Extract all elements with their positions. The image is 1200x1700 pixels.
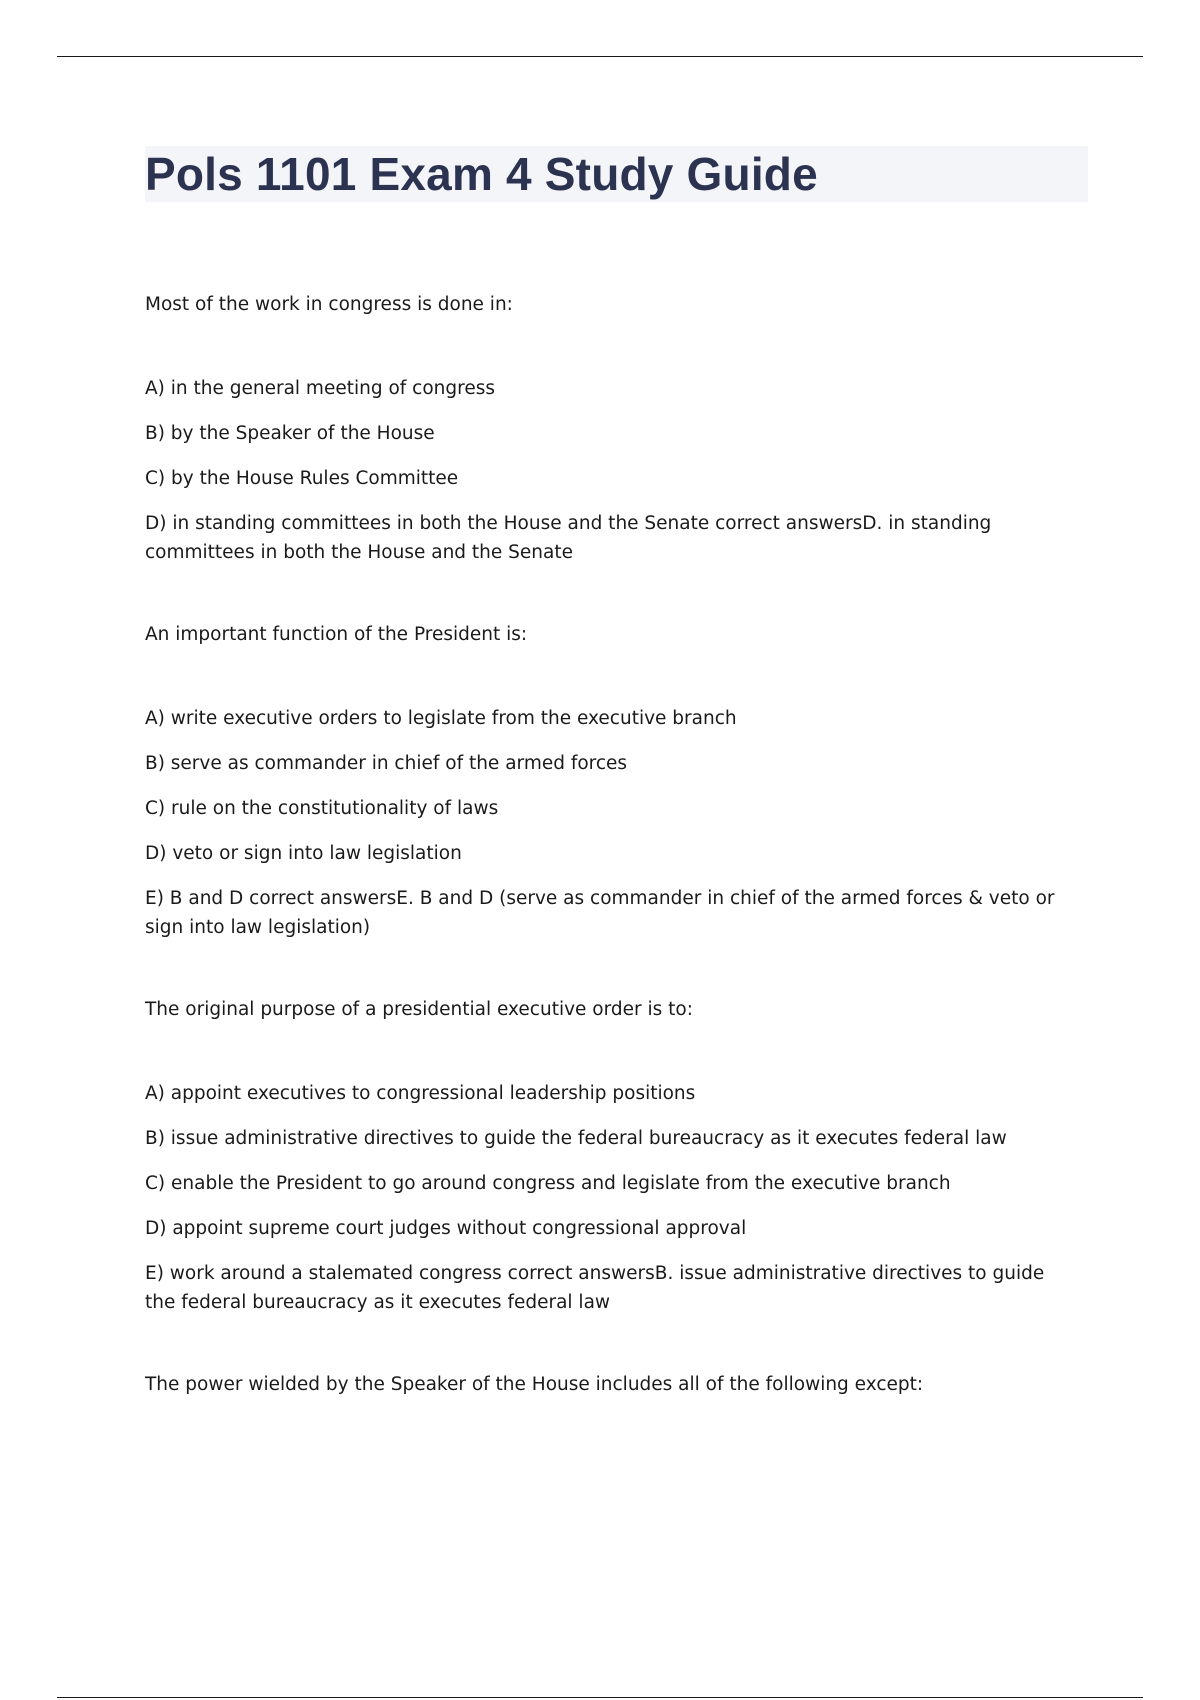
answer-options xyxy=(145,1079,1080,1317)
answer-option: B) by the Speaker of the House xyxy=(145,423,435,444)
header-rule xyxy=(57,56,1143,57)
answer-option: D) veto or sign into law legislation xyxy=(145,843,462,864)
answer-option: D) appoint supreme court judges without congressional approval xyxy=(145,1218,747,1239)
answer-option: C) enable the President to go around congress and legislate from the executive branch xyxy=(145,1173,951,1194)
question-prompt: The power wielded by the Speaker of the House includes all of the following except: xyxy=(145,1374,924,1395)
answer-option: D) in standing committees in both the House and the Senate correct answersD. in standing committees in both the House and the Senate xyxy=(145,513,992,563)
answer-options xyxy=(145,704,1080,942)
answer-option: A) write executive orders to legislate from the executive branch xyxy=(145,708,737,729)
answer-option: E) B and D correct answersE. B and D (serve as commander in chief of the armed forces & veto or sign into law legislation) xyxy=(145,888,1055,938)
question-prompt: Most of the work in congress is done in: xyxy=(145,294,513,315)
answer-option: E) work around a stalemated congress correct answersB. issue administrative directives to guide the federal bureaucracy as it executes federal law xyxy=(145,1263,1045,1313)
page-title: Pols 1101 Exam 4 Study Guide xyxy=(145,148,818,200)
answer-option: B) serve as commander in chief of the armed forces xyxy=(145,753,628,774)
question-list xyxy=(145,290,1080,1452)
question-4 xyxy=(145,1370,1080,1399)
answer-option: A) in the general meeting of congress xyxy=(145,378,495,399)
answer-option: A) appoint executives to congressional leadership positions xyxy=(145,1083,696,1104)
question-2 xyxy=(145,620,1080,942)
question-prompt: The original purpose of a presidential executive order is to: xyxy=(145,999,693,1020)
answer-option: B) issue administrative directives to guide the federal bureaucracy as it executes federal law xyxy=(145,1128,1007,1149)
answer-option: C) by the House Rules Committee xyxy=(145,468,459,489)
question-1 xyxy=(145,290,1080,567)
footer-rule xyxy=(57,1697,1143,1698)
question-3 xyxy=(145,995,1080,1317)
answer-options xyxy=(145,374,1080,567)
question-prompt: An important function of the President is: xyxy=(145,624,528,645)
answer-option: C) rule on the constitutionality of laws xyxy=(145,798,499,819)
